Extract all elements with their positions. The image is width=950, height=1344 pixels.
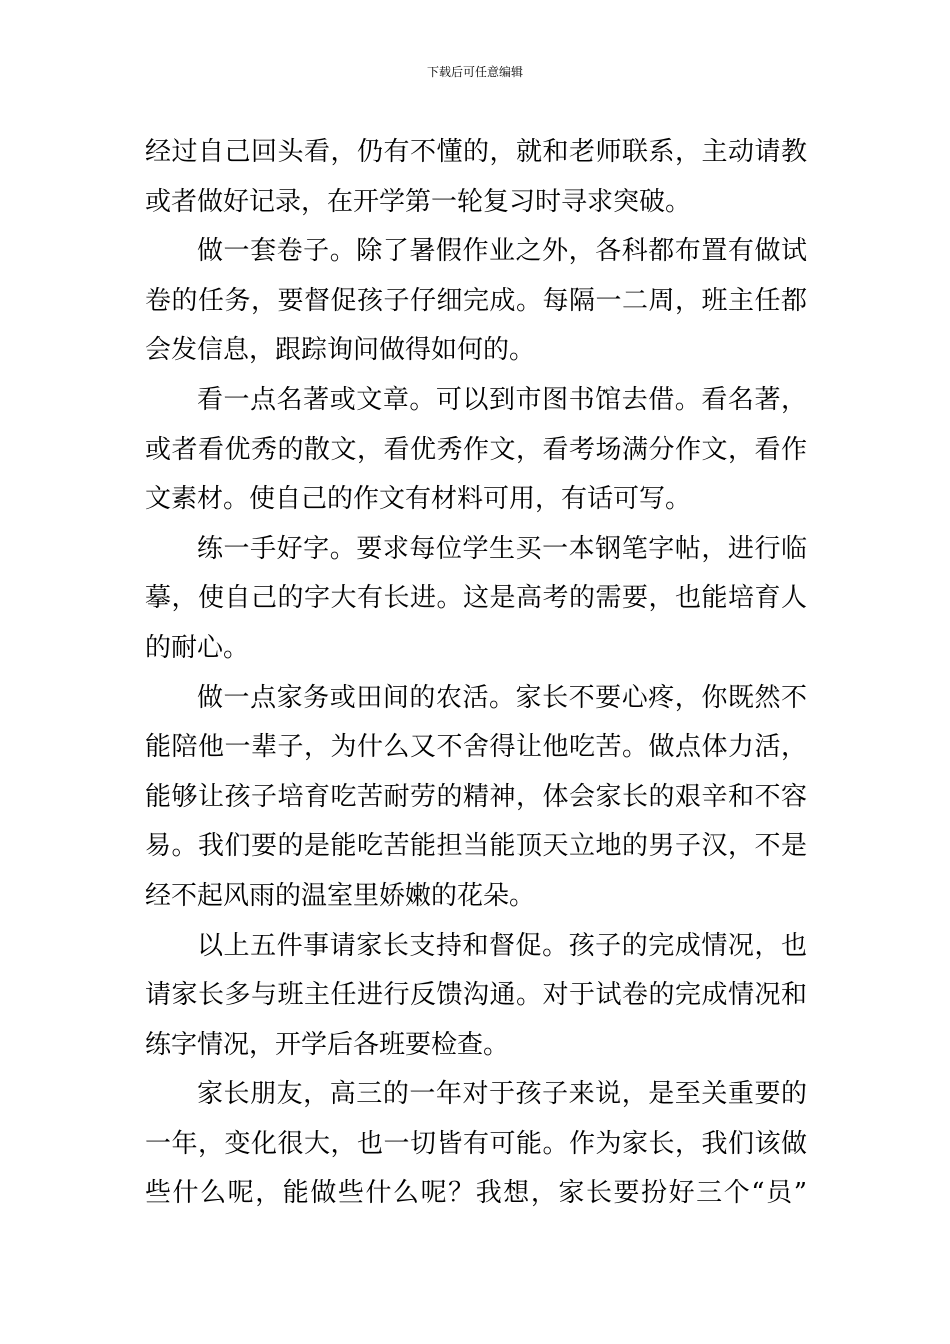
page-header: 下载后可任意编辑 [426,65,523,79]
text-line: 或者看优秀的散文，看优秀作文，看考场满分作文，看作 [145,434,807,465]
body-text [145,128,807,1219]
text-line: 经不起风雨的温室里娇嫩的花朵。 [145,880,536,911]
text-line: 练一手好字。要求每位学生买一本钢笔字帖，进行临 [197,533,807,564]
text-line: 易。我们要的是能吃苦能担当能顶天立地的男子汉，不是 [145,831,807,862]
text-line: 卷的任务，要督促孩子仔细完成。每隔一二周，班主任都 [145,285,807,316]
text-line: 会发信息，跟踪询问做得如何的。 [145,335,536,366]
text-line: 能够让孩子培育吃苦耐劳的精神，体会家长的艰辛和不容 [145,781,807,812]
text-line: 的耐心。 [145,632,250,663]
text-line: 看一点名著或文章。可以到市图书馆去借。看名著， [197,384,807,415]
text-line: 做一点家务或田间的农活。家长不要心疼，你既然不 [197,682,807,713]
text-line: 一年，变化很大，也一切皆有可能。作为家长，我们该做 [145,1128,807,1159]
text-line: 以上五件事请家长支持和督促。孩子的完成情况，也 [197,930,807,961]
text-line: 练字情况，开学后各班要检查。 [145,1029,510,1060]
text-line: 或者做好记录，在开学第一轮复习时寻求突破。 [145,186,692,217]
text-line: 文素材。使自己的作文有材料可用，有话可写。 [145,484,692,515]
text-line: 做一套卷子。除了暑假作业之外，各科都布置有做试 [197,236,807,267]
text-line: 家长朋友，高三的一年对于孩子来说，是至关重要的 [197,1079,807,1110]
text-line: 能陪他一辈子，为什么又不舍得让他吃苦。做点体力活， [145,732,807,763]
text-line: 请家长多与班主任进行反馈沟通。对于试卷的完成情况和 [145,980,807,1011]
text-line: 些什么呢，能做些什么呢？我想，家长要扮好三个“员” [145,1178,807,1209]
text-line: 摹，使自己的字大有长进。这是高考的需要，也能培育人 [145,583,807,614]
text-line: 经过自己回头看，仍有不懂的，就和老师联系，主动请教 [145,137,807,167]
